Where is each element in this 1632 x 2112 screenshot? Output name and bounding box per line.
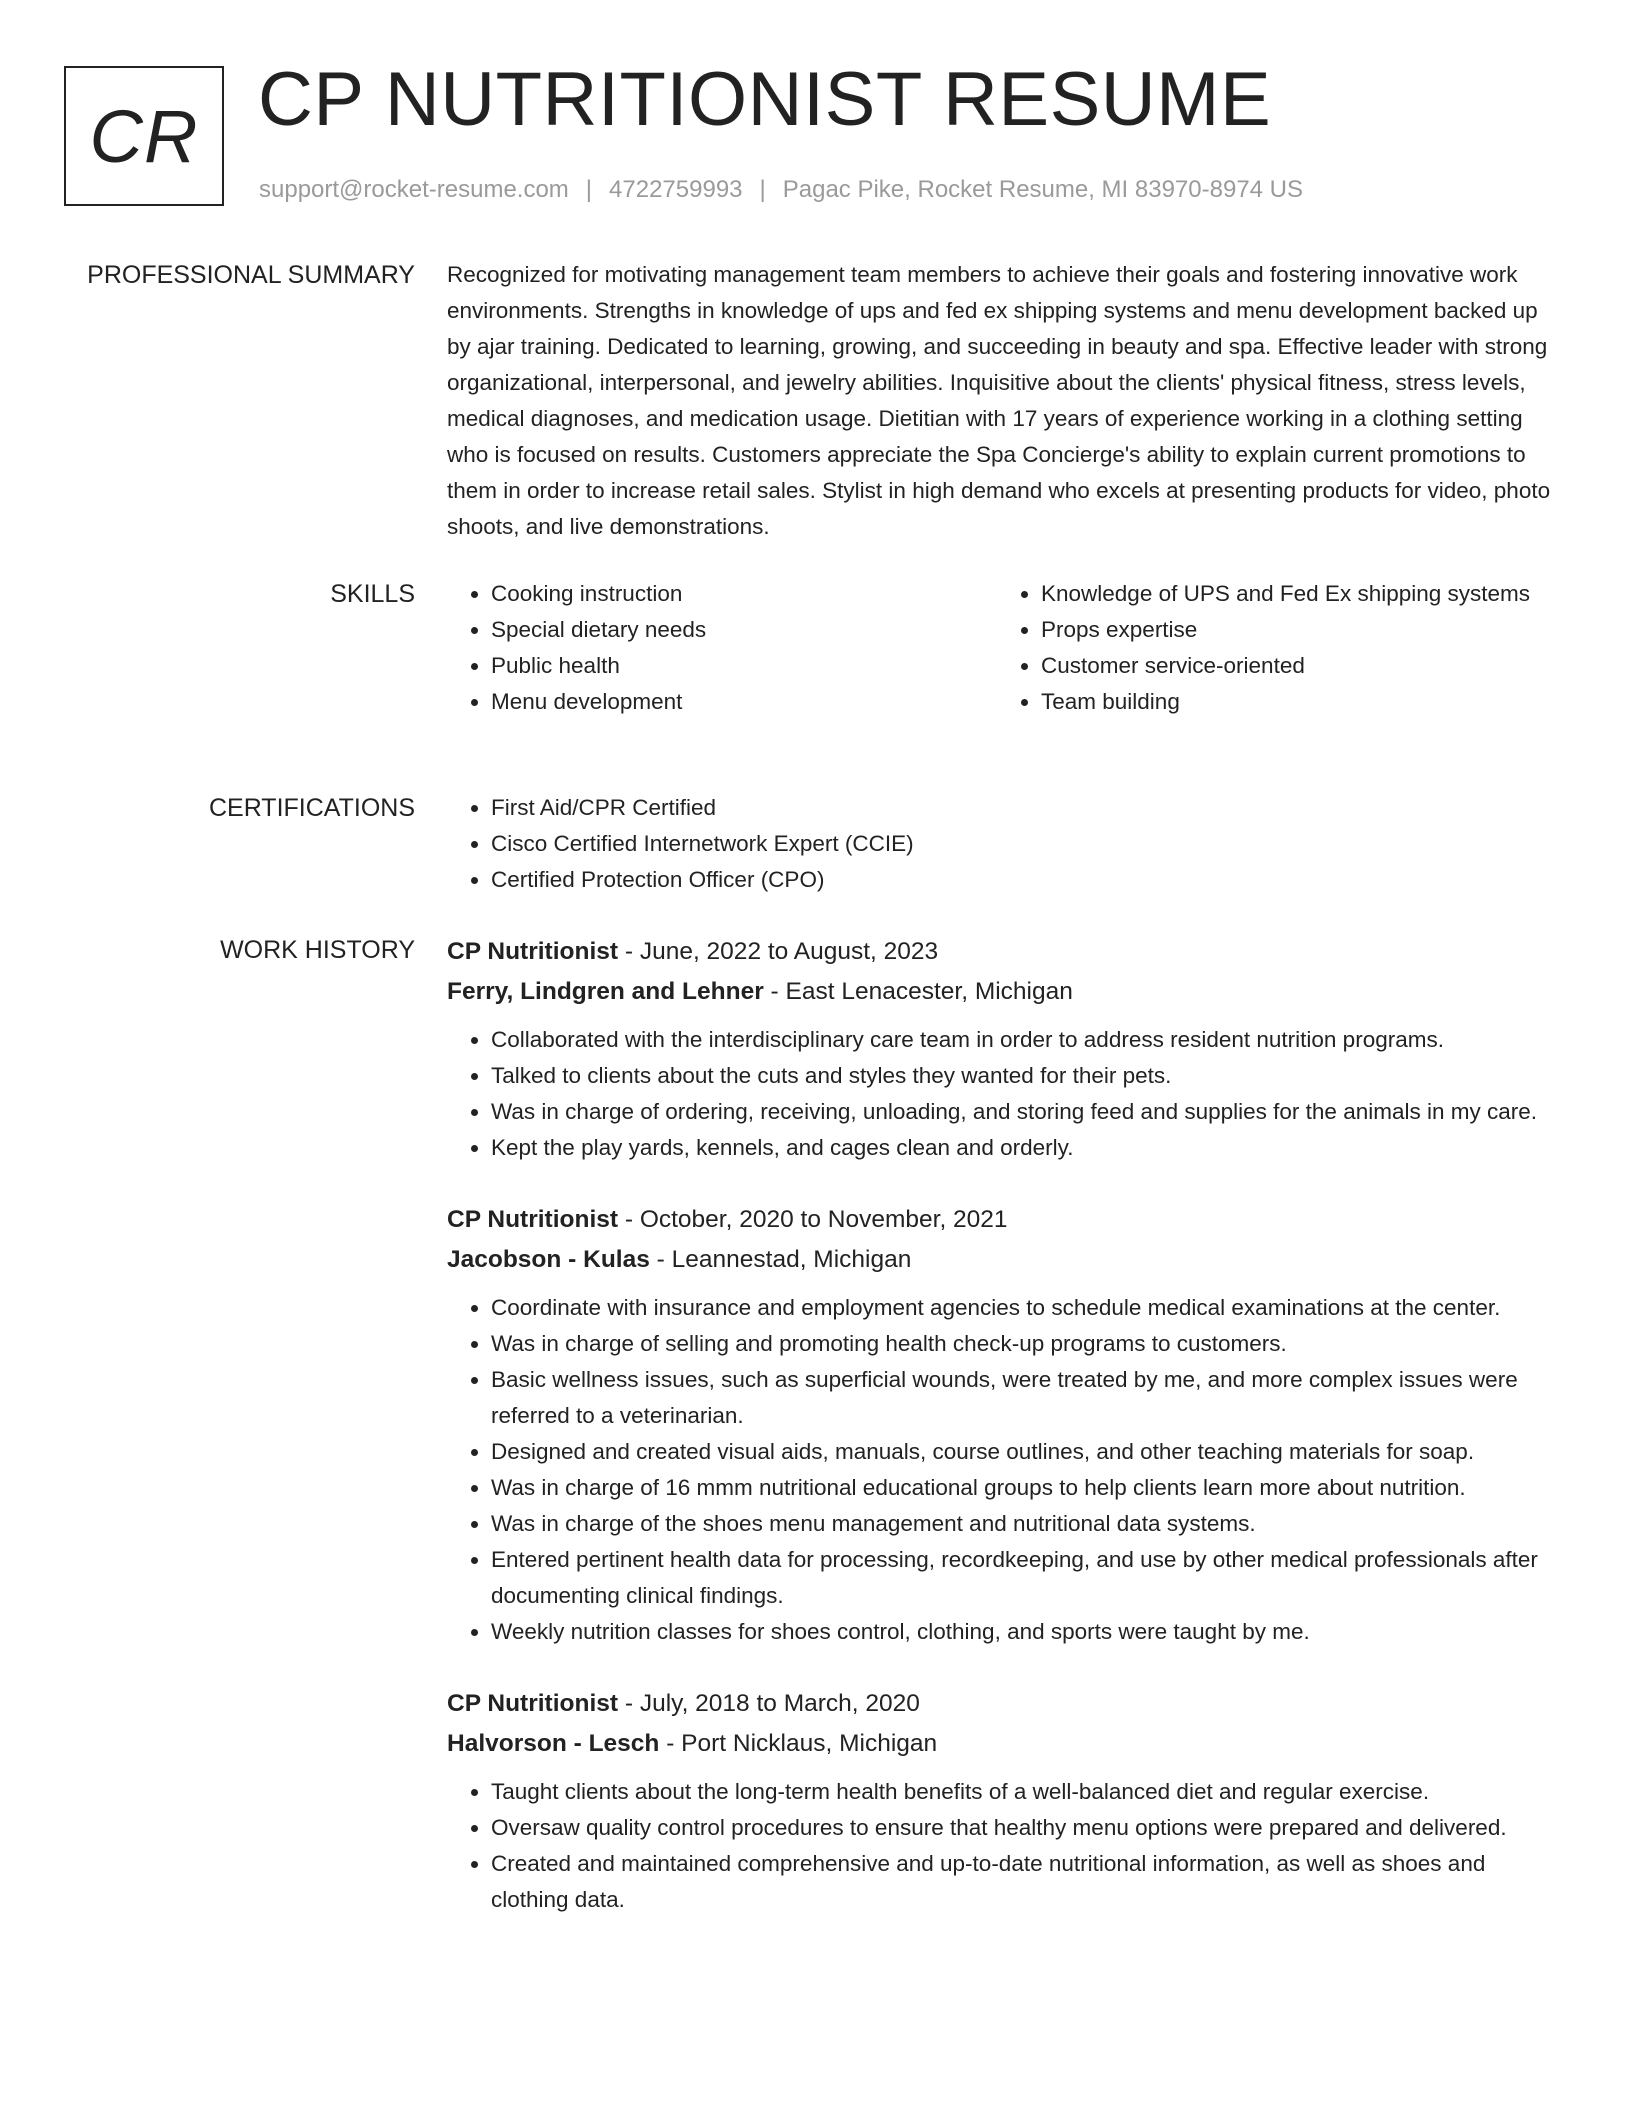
job-duty: • Weekly nutrition classes for shoes control, clothing, and sports were taught by me. bbox=[491, 1614, 1567, 1650]
job-title-line bbox=[447, 1200, 1567, 1240]
job-duty: • Designed and created visual aids, manuals, course outlines, and other teaching materials for soap. bbox=[491, 1434, 1567, 1470]
skill-item: • Special dietary needs bbox=[491, 612, 997, 648]
job-duty: • Was in charge of the shoes menu management and nutritional data systems. bbox=[491, 1506, 1567, 1542]
job-duty: • Taught clients about the long-term health benefits of a well-balanced diet and regular exercise. bbox=[491, 1774, 1567, 1810]
job-entry bbox=[447, 1200, 1567, 1650]
job-company: Halvorson - Lesch bbox=[447, 1730, 660, 1757]
skill-item: • Cooking instruction bbox=[491, 576, 997, 612]
contact-address: Pagac Pike, Rocket Resume, MI 83970-8974 US bbox=[782, 176, 1304, 203]
certifications-heading: CERTIFICATIONS bbox=[208, 794, 415, 822]
job-duty: • Oversaw quality control procedures to ensure that healthy menu options were prepared and delivered. bbox=[491, 1810, 1567, 1846]
skills-heading: SKILLS bbox=[330, 580, 415, 608]
skill-item: • Team building bbox=[1041, 684, 1547, 720]
job-duty: • Was in charge of selling and promoting health check-up programs to customers. bbox=[491, 1326, 1567, 1362]
job-duty: • Was in charge of ordering, receiving, unloading, and storing feed and supplies for the animals in my care. bbox=[491, 1094, 1567, 1130]
job-duty: • Basic wellness issues, such as superficial wounds, were treated by me, and more complex issues were referred to a veterinarian. bbox=[491, 1362, 1567, 1434]
certification-item: • Certified Protection Officer (CPO) bbox=[491, 862, 1567, 898]
certifications-body bbox=[447, 790, 1567, 898]
job-dates: - July, 2018 to March, 2020 bbox=[618, 1690, 920, 1717]
contact-info bbox=[259, 176, 1303, 204]
job-duty: • Entered pertinent health data for processing, recordkeeping, and use by other medical professionals after documenting clinical findings. bbox=[491, 1542, 1567, 1614]
certification-item: • First Aid/CPR Certified bbox=[491, 790, 1567, 826]
job-entry bbox=[447, 1684, 1567, 1918]
job-duty: • Was in charge of 16 mmm nutritional educational groups to help clients learn more about nutrition. bbox=[491, 1470, 1567, 1506]
skill-item: • Props expertise bbox=[1041, 612, 1547, 648]
skills-column-right bbox=[997, 576, 1547, 720]
job-title-line bbox=[447, 1684, 1567, 1724]
work-history-body bbox=[447, 932, 1567, 1952]
job-company: Ferry, Lindgren and Lehner bbox=[447, 978, 764, 1005]
job-duty: • Collaborated with the interdisciplinary care team in order to address resident nutrition programs. bbox=[491, 1022, 1567, 1058]
job-company: Jacobson - Kulas bbox=[447, 1246, 650, 1273]
job-duty: • Kept the play yards, kennels, and cages clean and orderly. bbox=[491, 1130, 1567, 1166]
contact-email: support@rocket-resume.com bbox=[259, 176, 569, 203]
job-dates: - June, 2022 to August, 2023 bbox=[618, 938, 939, 965]
job-location: - East Lenacester, Michigan bbox=[763, 978, 1073, 1005]
job-entry bbox=[447, 932, 1567, 1166]
job-title: CP Nutritionist bbox=[447, 1206, 619, 1233]
job-duty: • Created and maintained comprehensive and up-to-date nutritional information, as well as shoes and clothing data. bbox=[491, 1846, 1567, 1918]
job-title: CP Nutritionist bbox=[447, 1690, 619, 1717]
summary-heading: PROFESSIONAL SUMMARY bbox=[87, 261, 415, 289]
job-duty: • Coordinate with insurance and employment agencies to schedule medical examinations at the center. bbox=[491, 1290, 1567, 1326]
summary-body bbox=[447, 257, 1567, 545]
job-location: - Leannestad, Michigan bbox=[649, 1246, 912, 1273]
contact-phone: 4722759993 bbox=[609, 176, 743, 203]
job-duty: • Talked to clients about the cuts and styles they wanted for their pets. bbox=[491, 1058, 1567, 1094]
summary-text: Recognized for motivating management team members to achieve their goals and fostering innovative work environments. Strengths in knowledge of ups and fed ex shipping systems and menu development backed up by ajar training. Dedicated to learning, growing, and succeeding in beauty and spa. Effective leader with strong organizational, interpersonal, and jewelry abilities. Inquisitive about the clients' physical fitness, stress levels, medical diagnoses, and medication usage. Dietitian with 17 years of experience working in a clothing setting who is focused on results. Customers appreciate the Spa Concierge's ability to explain current promotions to them in order to increase retail sales. Stylist in high demand who excels at presenting products for video, photo shoots, and live demonstrations. bbox=[447, 262, 1551, 539]
resume-title: CP NUTRITIONIST RESUME bbox=[258, 57, 1272, 142]
job-company-line bbox=[447, 1724, 1567, 1764]
job-location: - Port Nicklaus, Michigan bbox=[659, 1730, 938, 1757]
monogram-logo: CR bbox=[64, 66, 224, 206]
job-company-line bbox=[447, 1240, 1567, 1280]
work-history-heading: WORK HISTORY bbox=[220, 936, 415, 964]
job-company-line bbox=[447, 972, 1567, 1012]
skill-item: • Customer service-oriented bbox=[1041, 648, 1547, 684]
job-dates: - October, 2020 to November, 2021 bbox=[618, 1206, 1008, 1233]
contact-separator: | bbox=[759, 176, 766, 203]
certification-item: • Cisco Certified Internetwork Expert (CCIE) bbox=[491, 826, 1567, 862]
skills-column-left bbox=[447, 576, 997, 720]
contact-separator: | bbox=[585, 176, 593, 203]
skill-item: • Knowledge of UPS and Fed Ex shipping systems bbox=[1041, 576, 1547, 612]
skill-item: • Menu development bbox=[491, 684, 997, 720]
job-title-line bbox=[447, 932, 1567, 972]
job-title: CP Nutritionist bbox=[447, 938, 619, 965]
skill-item: • Public health bbox=[491, 648, 997, 684]
skills-body bbox=[447, 576, 1567, 720]
